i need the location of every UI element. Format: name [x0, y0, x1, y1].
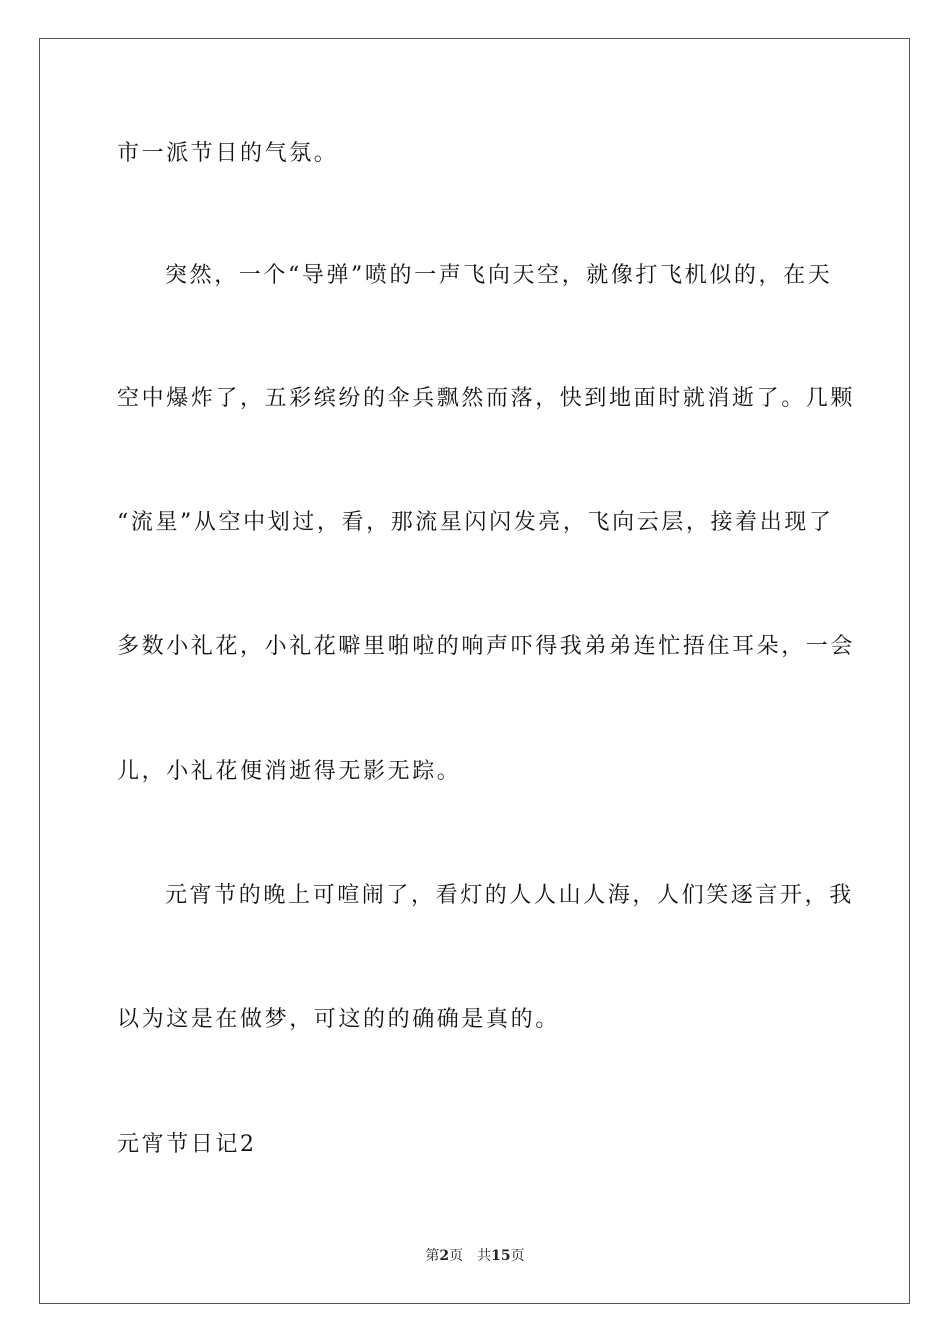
paragraph-line: 儿，小礼花便消逝得无影无踪。	[117, 759, 462, 784]
page-prefix: 第	[425, 1248, 440, 1264]
total-prefix: 共	[477, 1248, 492, 1264]
total-pages: 15	[491, 1248, 511, 1264]
paragraph-line: 以为这是在做梦，可这的的确确是真的。	[117, 1007, 560, 1032]
page-footer	[0, 1246, 950, 1266]
paragraph-line: “流星”从空中划过，看，那流星闪闪发亮，飞向云层，接着出现了	[117, 510, 834, 535]
page-border	[39, 38, 910, 1304]
paragraph-line: 元宵节的晚上可喧闹了，看灯的人人山人海，人们笑逐言开，我	[165, 883, 854, 908]
paragraph-line: 突然，一个“导弹”喷的一声飞向天空，就像打飞机似的，在天	[165, 263, 833, 288]
paragraph-line: 多数小礼花，小礼花噼里啪啦的响声吓得我弟弟连忙捂住耳朵，一会	[117, 634, 856, 659]
paragraph-line: 空中爆炸了，五彩缤纷的伞兵飘然而落，快到地面时就消逝了。几颗	[117, 386, 856, 411]
paragraph-line: 市一派节日的气氛。	[117, 141, 339, 166]
total-suffix: 页	[510, 1248, 525, 1264]
page-suffix: 页	[449, 1248, 464, 1264]
page-number: 2	[439, 1248, 450, 1264]
section-heading: 元宵节日记2	[117, 1132, 257, 1157]
